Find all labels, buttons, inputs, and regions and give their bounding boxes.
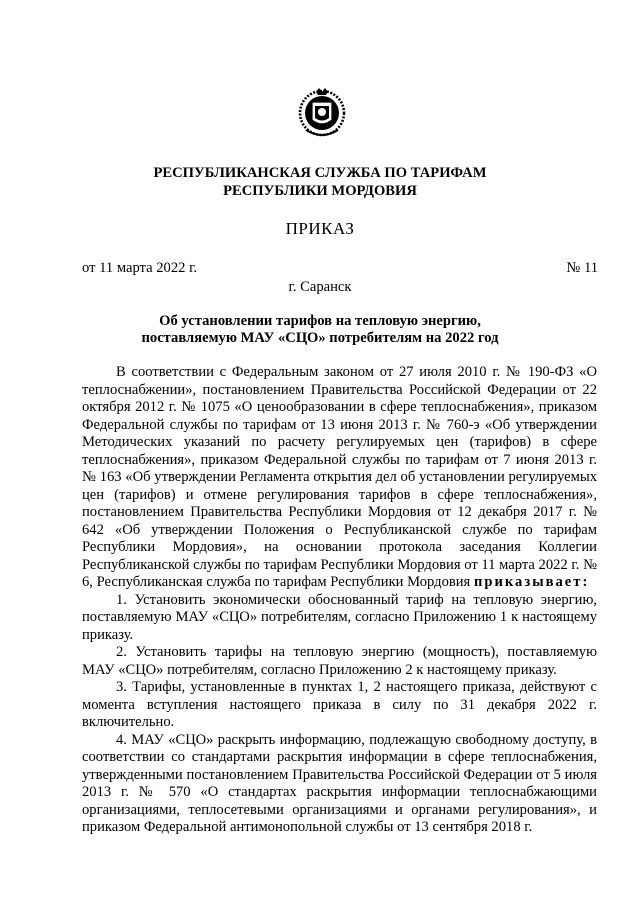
document-body: [82, 364, 597, 837]
item-paragraph: 3. Тарифы, установленные в пунктах 1, 2 настоящего приказа, действуют с момента вступления настоящего приказа в силу по 31 декабря 2022 г. включительно.: [82, 679, 597, 730]
preamble-paragraph: [82, 364, 597, 592]
organization-name-line1: РЕСПУБЛИКАНСКАЯ СЛУЖБА ПО ТАРИФАМ: [153, 165, 487, 181]
subject-line2: поставляемую МАУ «СЦО» потребителям на 2022 год: [141, 330, 499, 346]
preamble-text: В соответствии с Федеральным законом от 27 июля 2010 г. № 190-ФЗ «О теплоснабжении», постановлением Правительства Российской Федерации от 22 октября 2012 г. № 1075 «О ценообразовании в сфере теплоснабжения», приказом Федеральной службы по тарифам от 13 июня 2013 г. № 760-э «Об утверждении Методических указаний по расчету регулируемых цен (тарифов) в сфере теплоснабжения», приказом Федеральной службы по тарифам от 7 июня 2013 г. № 163 «Об утверждении Регламента открытия дел об установлении регулируемых цен (тарифов) и отмене регулирования тарифов в сфере теплоснабжения», постановлением Правительства Республики Мордовия от 12 декабря 2017 г. № 642 «Об утверждении Положения о Республиканской службе по тарифам Республики Мордовия», на основании протокола заседания Коллегии Республиканской службы по тарифам Республики Мордовия от 11 марта 2022 г. № 6, Республиканская служба по тарифам Республики Мордовия: [82, 364, 597, 590]
organization-name-line2: РЕСПУБЛИКИ МОРДОВИЯ: [223, 183, 417, 199]
document-type-title: ПРИКАЗ: [285, 219, 355, 238]
document-number: № 11: [566, 260, 598, 276]
decree-word: приказывает:: [473, 574, 590, 590]
item-paragraph: 1. Установить экономически обоснованный тариф на тепловую энергию, поставляемую МАУ «СЦО» потребителям, согласно Приложению 1 к настоящему приказу.: [82, 591, 597, 643]
item-paragraph: 2. Установить тарифы на тепловую энергию (мощность), поставляемую МАУ «СЦО» потребителям, согласно Приложению 2 к настоящему приказу.: [82, 644, 597, 678]
item-paragraph: 4. МАУ «СЦО» раскрыть информацию, подлежащую свободному доступу, в соответствии со стандартами раскрытия информации в сфере теплоснабжения, утвержденными постановлением Правительства Российской Федерации от 5 июля 2013 г. № 570 «О стандартах раскрытия информации теплоснабжающими организациями, теплосетевыми организациями и органами регулирования», и приказом Федеральной антимонопольной службы от 13 сентября 2018 г.: [82, 731, 597, 835]
coat-of-arms-emblem: [298, 86, 346, 142]
document-date: от 11 марта 2022 г.: [82, 260, 198, 276]
subject-line1: Об установлении тарифов на тепловую энергию,: [159, 313, 481, 329]
document-city: г. Саранск: [288, 279, 352, 295]
